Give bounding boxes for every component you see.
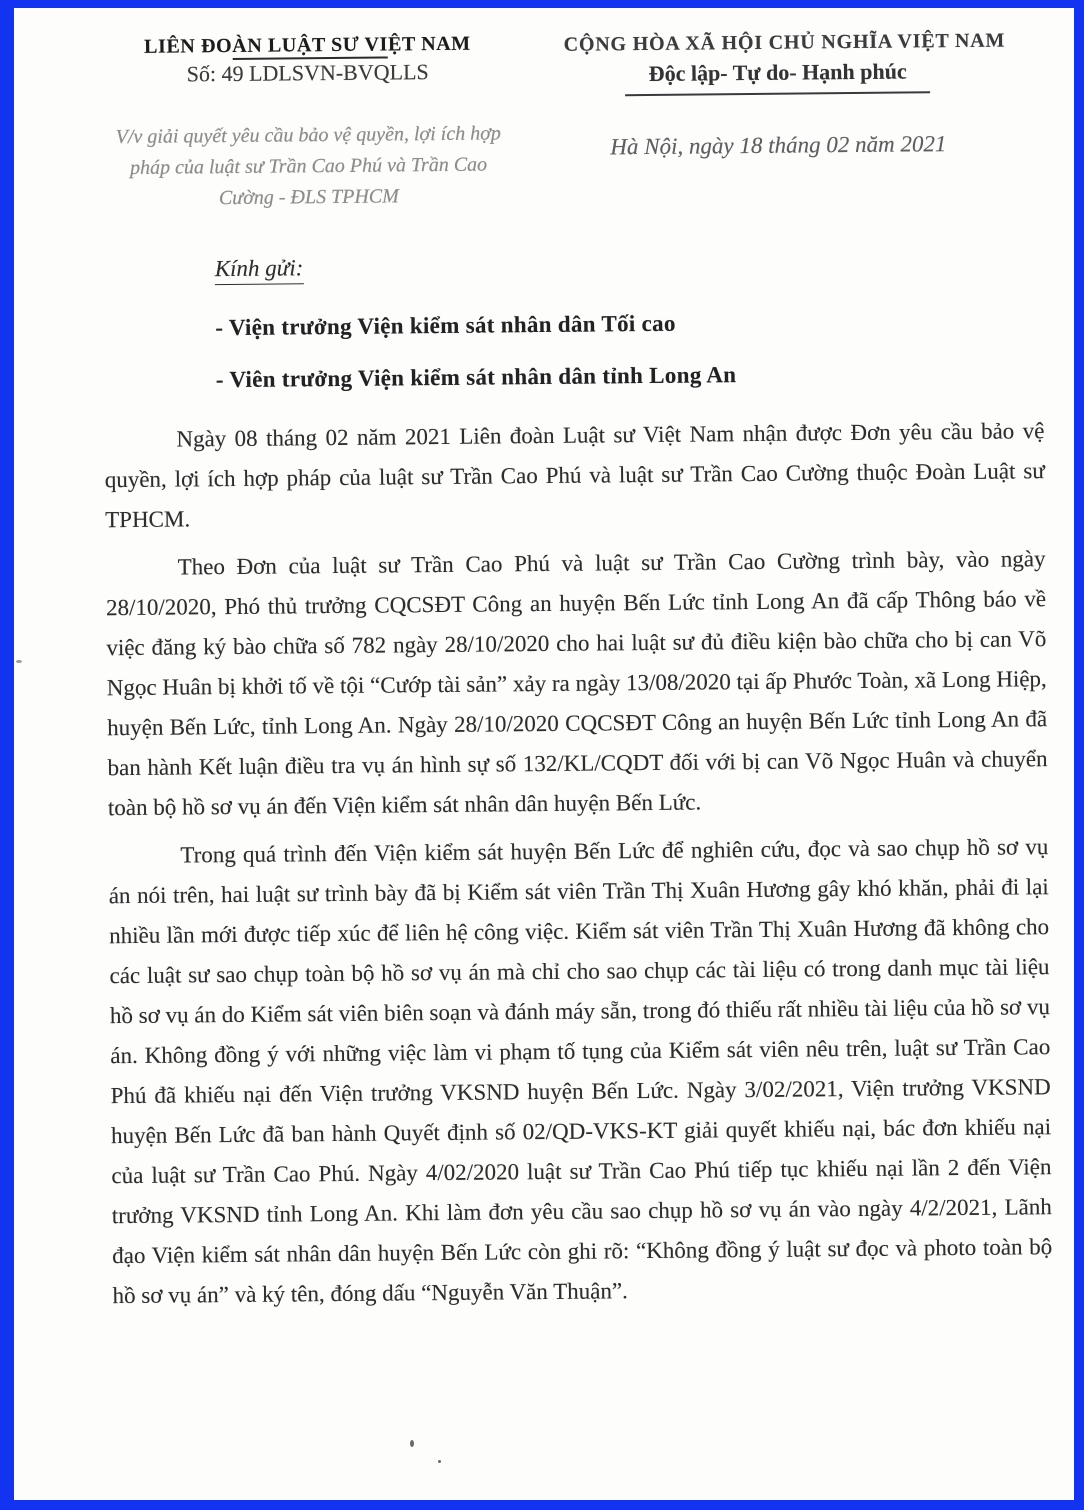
- letter-header: [101, 27, 1043, 215]
- issuing-org-block: [101, 32, 516, 215]
- salutation: Kính gửi:: [215, 255, 304, 285]
- scanned-letter-content: [8, 3, 1082, 1505]
- national-title: CỘNG HÒA XÃ HỘI CHỦ NGHĨA VIỆT NAM: [563, 29, 1006, 56]
- org-name-underlined: ÀN LUẬT SƯ VI: [232, 33, 388, 59]
- body-paragraph: Trong quá trình đến Viện kiểm sát huyện Bến Lức để nghiên cứu, đọc và sao chụp hồ sơ vụ án nói trên, hai luật sư trình bày đã bị Kiểm sát viên Trần Thị Xuân Hương gây khó khăn, phải đi lại nhiều lần mới được tiếp xúc để liên hệ công việc. Kiểm sát viên Trần Thị Xuân Hương đã không cho các luật sư sao chụp toàn bộ hồ sơ vụ án mà chỉ cho sao chụp các tài liệu có trong danh mục tài liệu hồ sơ vụ án do Kiểm sát viên biên soạn và đánh máy sẵn, trong đó thiếu rất nhiều tài liệu của hồ sơ vụ án. Không đồng ý với những việc làm vi phạm tố tụng của Kiểm sát viên nêu trên, luật sư Trần Cao Phú đã khiếu nại đến Viện trưởng VKSND huyện Bến Lức. Ngày 3/02/2021, Viện trưởng VKSND huyện Bến Lức đã ban hành Quyết định số 02/QD-VKS-KT giải quyết khiếu nại, bác đơn khiếu nại của luật sư Trần Cao Phú. Ngày 4/02/2020 luật sư Trần Cao Phú tiếp tục khiếu nại lần 2 đến Viện trưởng VKSND tỉnh Long An. Khi làm đơn yêu cầu sao chụp hồ sơ vụ án vào ngày 4/2/2021, Lãnh đạo Viện kiểm sát nhân dân huyện Bến Lức còn ghi rõ: “Không đồng ý luật sư đọc và photo toàn bộ hồ sơ vụ án” và ký tên, đóng dấu “Nguyễn Văn Thuận”.: [108, 834, 1053, 1309]
- scan-artifact: [438, 1460, 441, 1463]
- place-date-line: Hà Nội, ngày 18 tháng 02 năm 2021: [610, 131, 947, 160]
- org-name: [101, 32, 515, 59]
- recipients-block: [215, 248, 1044, 393]
- body-paragraph: Ngày 08 tháng 02 năm 2021 Liên đoàn Luật sư Việt Nam nhận được Đơn yêu cầu bảo vệ quyền, lợi ích hợp pháp của luật sư Trần Cao Phú và luật sư Trần Cao Cường thuộc Đoàn Luật sư TPHCM.: [104, 418, 1045, 533]
- subject-line: V/v giải quyết yêu cầu bảo vệ quyền, lợi ích hợp pháp của luật sư Trần Cao Phú và Trần Cao Cường - ĐLS TPHCM: [115, 122, 501, 210]
- national-motto: Độc lập- Tự do- Hạnh phúc: [648, 58, 907, 86]
- recipient-line: - Viên trưởng Viện kiểm sát nhân dân tỉnh Long An: [215, 362, 737, 393]
- motto-underline: [625, 91, 930, 96]
- body-paragraph: Theo Đơn của luật sư Trần Cao Phú và luật sư Trần Cao Cường trình bày, vào ngày 28/10/2020, Phó thủ trưởng CQCSĐT Công an huyện Bến Lức tỉnh Long An đã cấp Thông báo về việc đăng ký bào chữa số 782 ngày 28/10/2020 cho hai luật sư đủ điều kiện bào chữa cho bị can Võ Ngọc Huân bị khởi tố về tội “Cướp tài sản” xảy ra ngày 13/08/2020 tại ấp Phước Toàn, xã Long Hiệp, huyện Bến Lức, tỉnh Long An. Ngày 28/10/2020 CQCSĐT Công an huyện Bến Lức tỉnh Long An đã ban hành Kết luận điều tra vụ án hình sự số 132/KL/CQDT đối với bị can Võ Ngọc Huân và chuyển toàn bộ hồ sơ vụ án đến Viện kiểm sát nhân dân huyện Bến Lức.: [105, 546, 1048, 821]
- scan-artifact: [410, 1440, 414, 1447]
- recipient-line: - Viện trưởng Viện kiểm sát nhân dân Tối cao: [215, 310, 676, 341]
- letter-body: [104, 411, 1053, 1316]
- org-name-suffix: ỆT NAM: [387, 32, 471, 56]
- document-number: Số: 49 LDLSVN-BVQLLS: [186, 59, 429, 87]
- scan-artifact: [16, 660, 22, 663]
- org-name-prefix: LIÊN ĐO: [144, 34, 233, 58]
- national-header-block: [514, 27, 1042, 161]
